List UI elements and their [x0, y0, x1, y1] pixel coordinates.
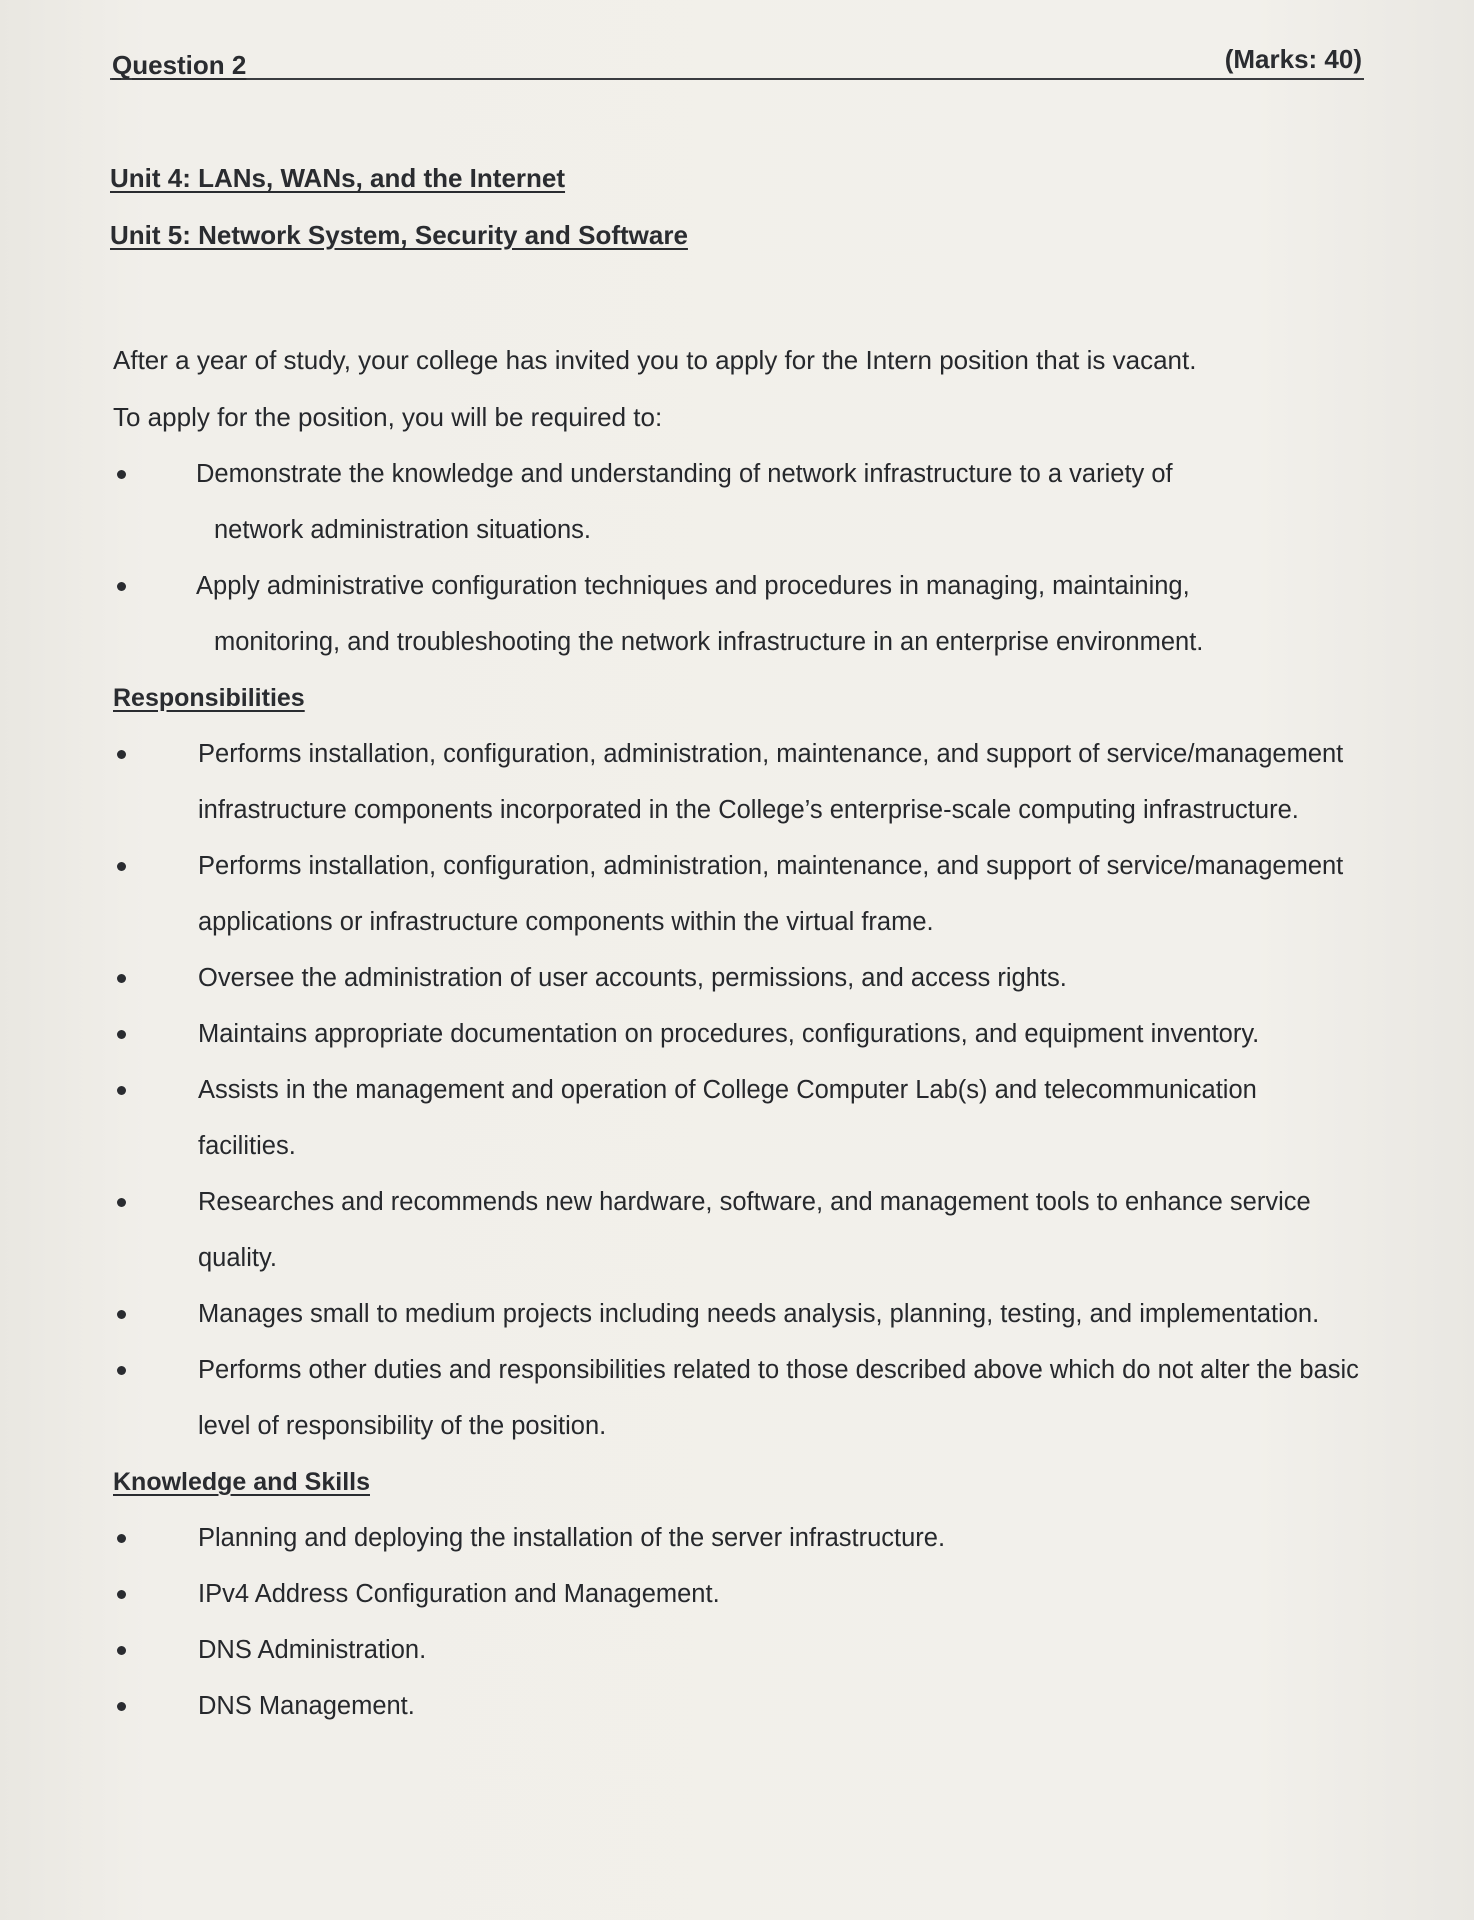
responsibilities-heading: Responsibilities — [113, 684, 305, 712]
bullet-icon — [117, 1086, 126, 1095]
list-item: Performs installation, configuration, administration, maintenance, and support of service/management infrastructure components incorporated in the College’s enterprise-scale computing infrastructure. — [110, 726, 1360, 838]
bullet-icon — [117, 862, 126, 871]
bullet-icon — [117, 1646, 126, 1655]
list-item: Performs installation, configuration, administration, maintenance, and support of service/management applications or infrastructure components within the virtual frame. — [110, 838, 1360, 950]
bullet-icon — [117, 1534, 126, 1543]
list-item: Oversee the administration of user accounts, permissions, and access rights. — [110, 950, 1360, 1006]
list-item: Performs other duties and responsibilities related to those described above which do not alter the basic level of responsibility of the position. — [110, 1342, 1360, 1454]
knowledge-skills-heading: Knowledge and Skills — [113, 1468, 370, 1496]
list-item: IPv4 Address Configuration and Management. — [110, 1566, 1360, 1622]
list-item: Researches and recommends new hardware, software, and management tools to enhance service quality. — [110, 1174, 1360, 1286]
bullet-icon — [117, 974, 126, 983]
list-item: Assists in the management and operation of College Computer Lab(s) and telecommunication facilities. — [110, 1062, 1360, 1174]
bullet-icon — [117, 1030, 126, 1039]
bullet-icon — [117, 1590, 126, 1599]
knowledge-skills-list — [110, 1510, 1360, 1734]
unit-4-heading: Unit 4: LANs, WANs, and the Internet — [110, 163, 566, 193]
question-header — [110, 44, 1364, 80]
list-item: Apply administrative configuration techniques and procedures in managing, maintaining, monitoring, and troubleshooting the network infrastructure in an enterprise environment. — [110, 558, 1360, 670]
list-item: DNS Administration. — [110, 1622, 1360, 1678]
list-item: Demonstrate the knowledge and understanding of network infrastructure to a variety of network administration situations. — [110, 446, 1360, 558]
list-item: Manages small to medium projects including needs analysis, planning, testing, and implementation. — [110, 1286, 1360, 1342]
list-item: Maintains appropriate documentation on procedures, configurations, and equipment inventory. — [110, 1006, 1360, 1062]
bullet-icon — [117, 470, 126, 479]
intro-requirement: To apply for the position, you will be required to: — [113, 402, 663, 432]
bullet-icon — [117, 1310, 126, 1319]
requirements-list — [110, 446, 1360, 670]
unit-5-heading: Unit 5: Network System, Security and Software — [110, 220, 688, 250]
bullet-icon — [117, 582, 126, 591]
responsibilities-list — [110, 726, 1360, 1454]
bullet-icon — [117, 1198, 126, 1207]
bullet-icon — [117, 750, 126, 759]
question-title: Question 2 — [112, 50, 247, 80]
intro-paragraph: After a year of study, your college has invited you to apply for the Intern position that is vacant. — [113, 345, 1197, 375]
marks-label: (Marks: 40) — [1224, 44, 1362, 74]
bullet-icon — [117, 1366, 126, 1375]
list-item: DNS Management. — [110, 1678, 1360, 1734]
bullet-icon — [117, 1702, 126, 1711]
document-body — [110, 150, 1360, 1734]
list-item: Planning and deploying the installation of the server infrastructure. — [110, 1510, 1360, 1566]
